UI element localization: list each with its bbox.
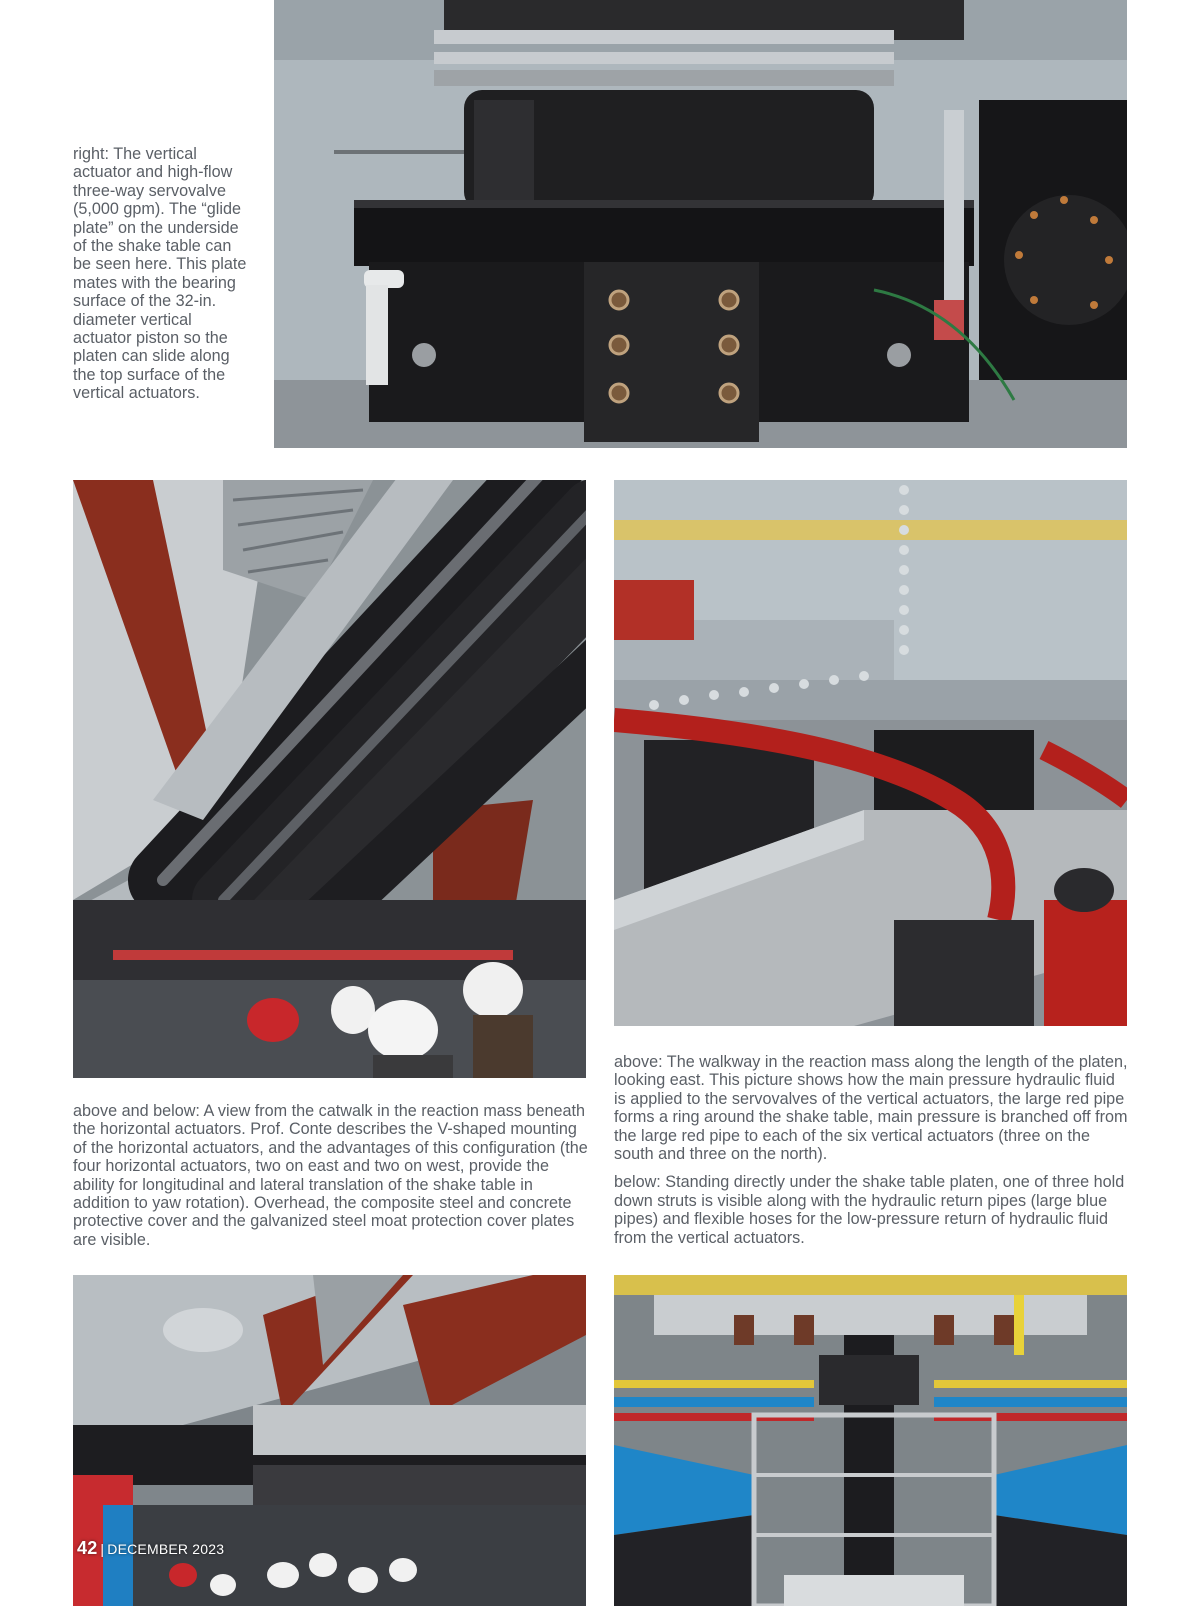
caption-hold-down-strut: below: Standing directly under the shake table platen, one of three hold down struts is visible along with the hydraulic return pipes (large blue pipes) and flexible hoses for the low-pressure return of hydraulic fluid from the vertical actuators. bbox=[614, 1173, 1125, 1247]
caption-walkway: above: The walkway in the reaction mass along the length of the platen, looking east. This picture shows how the main pressure hydraulic fluid is applied to the servovalves of the vertical actuators, the large red pipe forms a ring around the shake table, main pressure is branched off from the large red pipe to each of the six vertical actuators (three on the south and three on the north). bbox=[614, 1053, 1128, 1164]
page-footer bbox=[77, 1538, 224, 1559]
photo-under-platen bbox=[614, 1275, 1127, 1606]
photo-vertical-actuator bbox=[274, 0, 1127, 448]
photo-walkway-red-pipe bbox=[614, 480, 1127, 1026]
caption-vertical-actuator: right: The vertical actuator and high-flow three-way servovalve (5,000 gpm). The “glide plate” on the underside of the shake table can be seen here. This plate mates with the bearing surface of the 32-in. diameter vertical actuator piston so the platen can slide along the top surface of the vertical actuators. bbox=[73, 145, 247, 403]
caption-walkway-group bbox=[614, 1053, 1129, 1257]
caption-catwalk: above and below: A view from the catwalk in the reaction mass beneath the horizontal actuators. Prof. Conte describes the V-shaped mounting of the horizontal actuators, and the advantages of this configuration (the four horizontal actuators, two on east and two on west, provide the ability for longitudinal and lateral translation of the shake table in addition to yaw rotation). Overhead, the composite steel and concrete protective cover and the galvanized steel moat protection cover plates are visible. bbox=[73, 1102, 588, 1249]
page-number: 42 bbox=[77, 1538, 98, 1558]
footer-separator: | bbox=[100, 1541, 105, 1557]
photo-horizontal-actuators bbox=[73, 480, 586, 1078]
issue-date: DECEMBER 2023 bbox=[107, 1541, 225, 1557]
